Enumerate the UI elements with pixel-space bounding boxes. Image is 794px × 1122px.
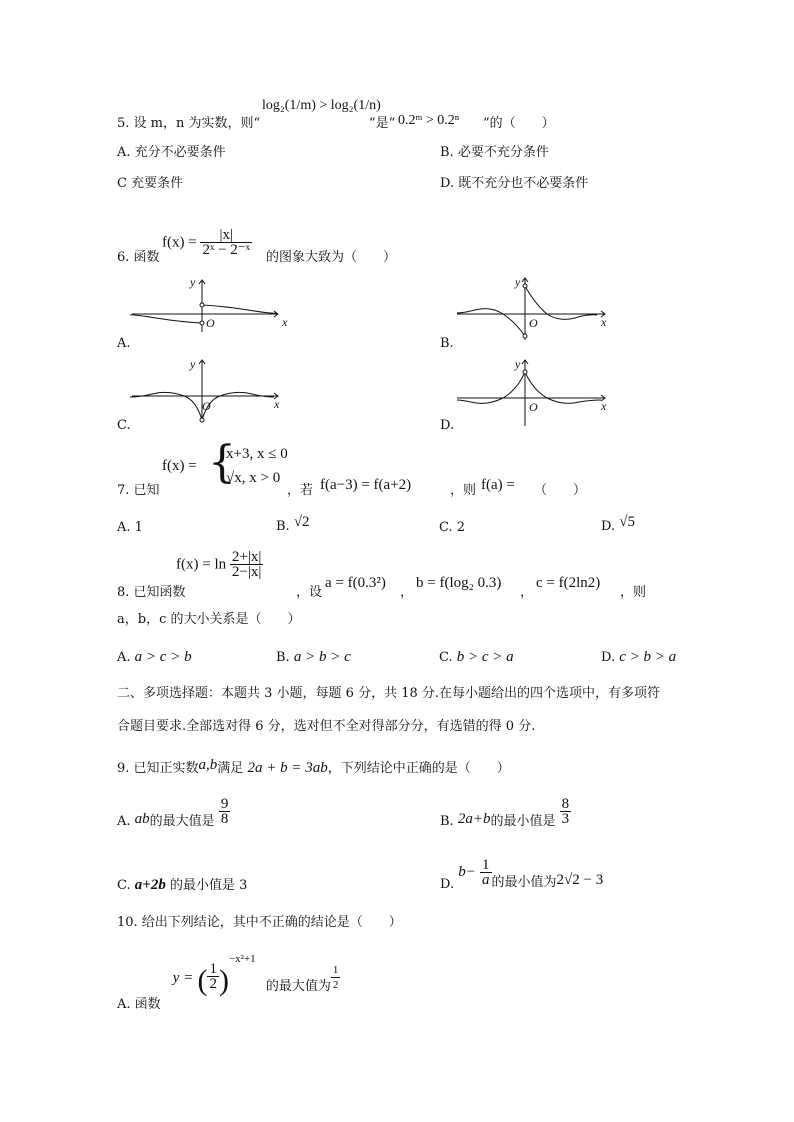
q9-option-d-label: D. <box>440 877 455 892</box>
q9-option-b-expr: 2a+b <box>457 811 491 827</box>
q8-a-def: a = f(0.3²) <box>325 575 386 591</box>
q10-option-a-val-den: 2 <box>332 979 339 991</box>
q6-graph-d[interactable] <box>455 356 625 426</box>
q8-line-2: a，b，c 的大小关系是（ ） <box>117 612 301 627</box>
graph-a-open-point-bottom <box>200 321 204 325</box>
graph-d-curve-left <box>457 372 525 403</box>
q7-option-d-value: √5 <box>619 514 635 530</box>
q9-vars: a,b <box>198 757 218 773</box>
q8-c-def: c = f(2ln2) <box>536 575 601 591</box>
q5-suffix-text: ”的（ ） <box>483 116 555 131</box>
section-2-line-1: 二、多项选择题：本题共 3 小题，每题 6 分，共 18 分.在每小题给出的四个选项中，有多项符 <box>117 686 661 701</box>
q8-prefix: 8. 已知函数 <box>117 585 186 600</box>
q5-math-right-text: 0.2ᵐ > 0.2ⁿ <box>398 113 460 128</box>
q9-option-a[interactable] <box>117 797 230 831</box>
q9-option-d-num: 1 <box>482 857 490 873</box>
q9-option-c[interactable] <box>117 877 247 894</box>
q5-option-b[interactable]: B. 必要不充分条件 <box>440 145 549 160</box>
q8-function <box>176 550 263 579</box>
q8-option-d-label: D. <box>601 650 616 665</box>
graph-d-open-point <box>523 370 527 374</box>
q5-math-left <box>262 98 381 114</box>
q9-option-a-text: 的最大值是 <box>149 814 215 829</box>
q8-option-a-label: A. <box>117 650 131 665</box>
q7-prefix: 7. 已知 <box>117 483 160 498</box>
q7-option-b-value: √2 <box>293 514 310 530</box>
q9-option-b-text: 的最小值是 <box>490 814 556 829</box>
q10-option-a-label: A. 函数 <box>117 997 161 1012</box>
q7-func-lhs: f(x) = <box>162 458 197 474</box>
q9-option-d[interactable] <box>440 858 603 894</box>
q5-option-d[interactable]: D. 既不充分也不必要条件 <box>440 176 589 191</box>
q9-option-b-fraction <box>560 797 572 826</box>
q5-math-left-text: log₂(1/m) > log₂(1/n) <box>262 98 381 113</box>
q5-option-a[interactable]: A. 充分不必要条件 <box>117 145 226 160</box>
q6-graph-a[interactable] <box>128 276 298 336</box>
graph-c-origin-label: O <box>202 399 211 413</box>
graph-a-curve-left <box>130 315 202 323</box>
q9-option-d-fraction <box>480 858 492 887</box>
q10-option-a-base-num: 1 <box>209 961 217 977</box>
graph-a-open-point-top <box>200 303 204 307</box>
q9-option-c-text: 的最小值是 3 <box>169 878 248 893</box>
q5-mid <box>369 116 395 132</box>
q9-option-a-label: A. <box>117 814 131 829</box>
q9-option-a-den: 8 <box>220 811 229 827</box>
q6-option-b-label[interactable]: B. <box>440 336 454 351</box>
q9-option-b-den: 3 <box>561 811 570 827</box>
graph-d-origin-label: O <box>529 400 538 414</box>
graph-b-x-label: x <box>601 315 607 329</box>
q7-option-d-label: D. <box>601 519 616 534</box>
q10-option-a-value <box>331 963 341 992</box>
q9-option-d-text: 的最小值为 <box>491 875 557 890</box>
q5-math-right <box>398 113 459 129</box>
q6-suffix: 的图象大致为（ ） <box>266 250 397 265</box>
q8-func-fraction <box>230 550 263 579</box>
q5-stem <box>117 116 260 132</box>
q7-option-d[interactable] <box>601 514 635 535</box>
q5-option-c[interactable]: C 充要条件 <box>117 176 184 191</box>
q5-prefix: 5. 设 m，n 为实数，则“ <box>117 116 261 131</box>
graph-a-x-label: x <box>282 315 288 329</box>
graph-d-y-label: y <box>515 357 521 371</box>
q8-option-a[interactable] <box>117 649 192 666</box>
q7-brace: { <box>208 437 236 488</box>
q8-sep-1: ， <box>400 585 414 600</box>
q9-option-b-label: B. <box>440 814 454 829</box>
q9-option-b-num: 8 <box>561 796 570 812</box>
graph-b-curve-left <box>457 309 525 336</box>
q6-func-num: |x| <box>200 228 252 243</box>
graph-c-curve-left <box>130 392 202 420</box>
q10-option-a-rparen: ) <box>218 964 229 997</box>
q6-graph-c[interactable] <box>128 356 298 426</box>
q8-option-c-value: b > c > a <box>456 649 514 665</box>
q8-sep-2: ， <box>520 585 534 600</box>
q7-option-b-label: B. <box>276 519 290 534</box>
graph-c-open-point <box>200 418 204 422</box>
q9-option-b[interactable] <box>440 797 571 831</box>
q8-option-c[interactable] <box>439 649 514 666</box>
section-2-line-2: 合题目要求.全部选对得 6 分，选对但不全对得部分分，有选错的得 0 分. <box>117 719 536 734</box>
q9-option-a-num: 9 <box>220 796 229 812</box>
graph-d-curve-right <box>525 372 601 403</box>
graph-b-y-label: y <box>515 275 521 289</box>
q10-option-a-val-num: 1 <box>332 964 339 976</box>
q7-option-a[interactable]: A. 1 <box>117 520 143 535</box>
q9-option-a-expr: ab <box>134 811 150 827</box>
q9-mid: 满足 <box>217 761 244 776</box>
q6-prefix: 6. 函数 <box>117 250 160 265</box>
q8-option-b-value: a > b > c <box>293 649 351 665</box>
q10-option-a-y: y = <box>172 970 194 986</box>
graph-b-open-point-top <box>523 284 527 288</box>
q9-cond: 2a + b = 3ab <box>247 760 328 776</box>
graph-c-x-label: x <box>274 397 280 411</box>
q8-set: ，设 <box>296 585 323 600</box>
q6-option-a-label[interactable]: A. <box>117 336 131 351</box>
q7-then: ，则 <box>450 483 477 498</box>
graph-c-curve-right <box>202 392 274 420</box>
q7-ask: f(a) = <box>481 477 515 493</box>
graph-a-y-label: y <box>190 275 196 289</box>
q7-option-b[interactable] <box>276 514 310 535</box>
q6-func-den: 2ˣ − 2⁻ˣ <box>202 242 251 258</box>
q9-prefix: 9. 已知正实数 <box>117 761 199 776</box>
q5-mid-text: ”是“ <box>369 116 396 131</box>
q9-option-d-den: a <box>482 872 490 888</box>
q10-option-a-base <box>207 962 219 991</box>
q8-option-d[interactable] <box>601 649 676 666</box>
q8-func-den: 2−|x| <box>231 564 262 580</box>
q9-option-c-expr: a+2b <box>134 877 166 893</box>
graph-c-y-label: y <box>190 357 196 371</box>
q10-option-a-base-den: 2 <box>209 976 217 992</box>
q6-option-c-label[interactable]: C. <box>117 418 131 433</box>
q8-option-c-label: C. <box>439 650 453 665</box>
q7-mid: ，若 <box>287 483 314 498</box>
q7-case-1: x+3, x ≤ 0 <box>226 446 288 462</box>
q10-option-a-lparen: ( <box>197 964 208 997</box>
q8-func-lhs: f(x) = ln <box>176 556 227 573</box>
q6-func-lhs: f(x) = <box>162 234 197 251</box>
q7-cond: f(a−3) = f(a+2) <box>320 477 412 493</box>
q7-option-c[interactable]: C. 2 <box>439 520 466 535</box>
q8-option-b-label: B. <box>276 650 290 665</box>
graph-d-x-label: x <box>601 399 607 413</box>
q9-option-d-expr: b− <box>458 864 476 880</box>
graph-a-curve-right <box>202 305 276 313</box>
q8-func-num: 2+|x| <box>231 549 262 565</box>
q6-function <box>162 228 252 257</box>
q8-option-a-value: a > c > b <box>134 649 192 665</box>
q7-case-2: √x, x > 0 <box>226 470 281 486</box>
q8-option-b[interactable] <box>276 649 351 666</box>
q9-option-c-label: C. <box>117 878 131 893</box>
q6-option-d-label[interactable]: D. <box>440 418 455 433</box>
graph-b-open-point-bottom <box>523 334 527 338</box>
q8-b-def: b = f(log₂ 0.3) <box>416 575 502 591</box>
q9-stem <box>117 757 510 777</box>
graph-b-origin-label: O <box>529 316 538 330</box>
q10-option-a-exp: −x²+1 <box>228 953 256 965</box>
q10-stem: 10. 给出下列结论，其中不正确的结论是（ ） <box>117 915 402 930</box>
q7-paren: （ ） <box>534 483 587 498</box>
q10-option-a-text: 的最大值为 <box>265 979 331 994</box>
q6-func-fraction <box>200 228 252 257</box>
q9-suffix: ，下列结论中正确的是（ ） <box>327 761 510 776</box>
q6-graph-b[interactable] <box>455 274 625 344</box>
q8-then: ，则 <box>620 585 647 600</box>
q5-suffix <box>483 116 555 132</box>
q9-option-a-fraction <box>219 797 231 826</box>
graph-a-origin-label: O <box>206 316 215 330</box>
q10-option-a[interactable] <box>117 950 340 1014</box>
q9-option-d-value: 2√2 − 3 <box>556 872 604 888</box>
q8-option-d-value: c > b > a <box>619 649 677 665</box>
